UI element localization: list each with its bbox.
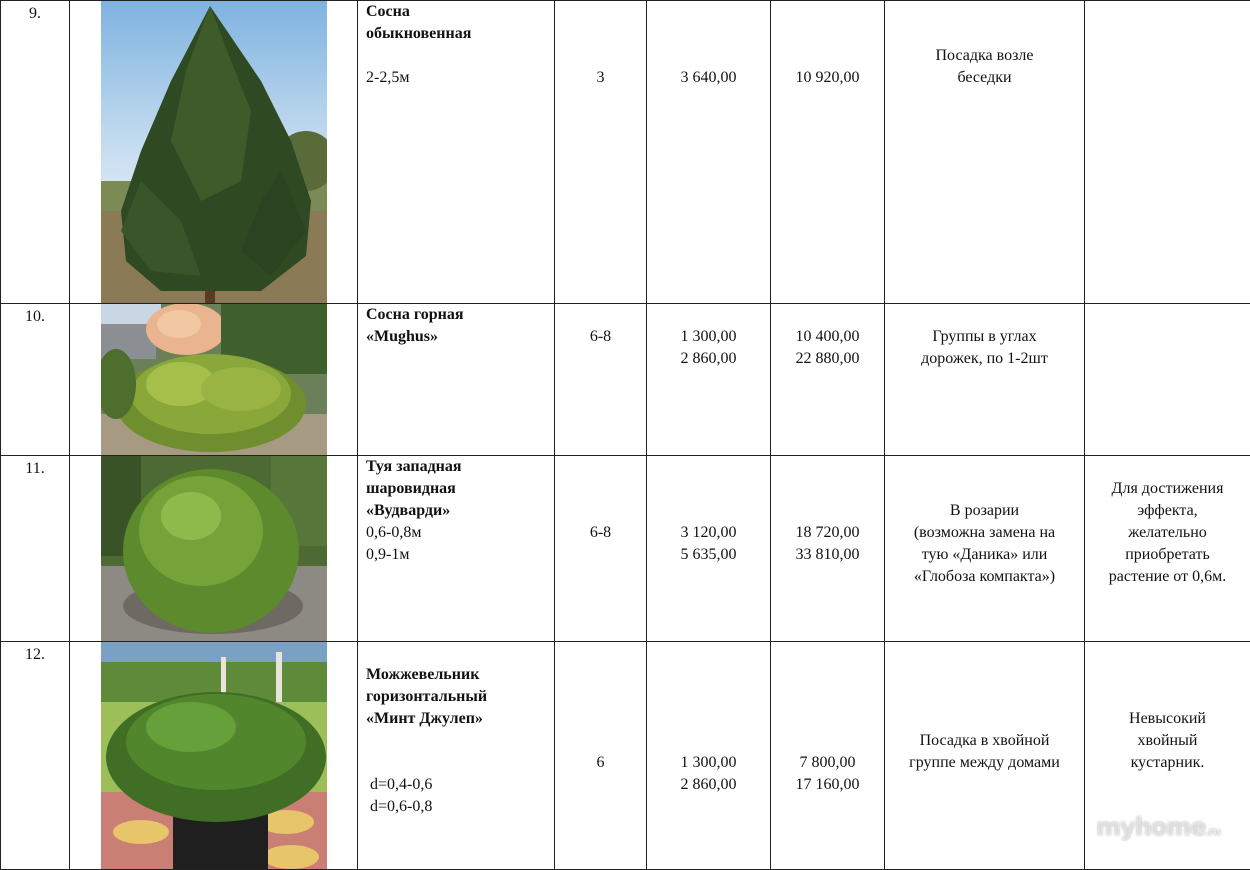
price-cell [647,642,771,870]
qty-cell [555,642,647,870]
total-cell [771,642,885,870]
plant-size: 0,6-0,8м 0,9-1м [366,522,554,566]
placement-cell [885,304,1085,456]
unit-price: 1 300,00 2 860,00 [647,326,770,370]
row-number: 12. [1,642,70,870]
photo-cell [70,456,358,642]
quantity: 6-8 [555,522,646,544]
row-number: 10. [1,304,70,456]
price-cell [647,456,771,642]
photo-cell [70,642,358,870]
total-cell [771,304,885,456]
name-cell [358,1,555,304]
table-row [1,642,1250,870]
plant-name: Сосна обыкновенная [366,1,554,45]
total-cell [771,456,885,642]
total-cell [771,1,885,304]
plant-size: 2-2,5м [366,67,554,89]
plant-name: Туя западная шаровидная «Вудварди» [366,456,554,522]
row-number: 11. [1,456,70,642]
unit-price: 3 640,00 [647,67,770,89]
total-price: 18 720,00 33 810,00 [771,522,884,566]
total-price: 7 800,00 17 160,00 [771,752,884,796]
total-price: 10 400,00 22 880,00 [771,326,884,370]
plant-size: d=0,4-0,6 d=0,6-0,8 [366,774,554,818]
site-watermark: myhome.ru [1096,813,1220,841]
qty-cell [555,304,647,456]
note-text: Для достижения эффекта, желательно приобретать растение от 0,6м. [1085,478,1250,588]
name-cell [358,304,555,456]
note-cell [1085,304,1250,456]
quantity: 3 [555,67,646,89]
note-cell [1085,1,1250,304]
table-row [1,304,1250,456]
qty-cell [555,456,647,642]
placement-text: В розарии (возможна замена на тую «Даника» или «Глобоза компакта») [885,500,1084,588]
unit-price: 1 300,00 2 860,00 [647,752,770,796]
photo-cell [70,1,358,304]
total-price: 10 920,00 [771,67,884,89]
photo-cell [70,304,358,456]
placement-cell [885,456,1085,642]
scots-pine-photo [101,1,327,303]
placement-cell [885,642,1085,870]
quantity: 6-8 [555,326,646,348]
price-cell [647,304,771,456]
plant-name: Можжевельник горизонтальный «Минт Джулеп» [366,664,554,730]
name-cell [358,456,555,642]
placement-cell [885,1,1085,304]
placement-text: Посадка в хвойной группе между домами [885,730,1084,774]
placement-text: Посадка возле беседки [885,45,1084,89]
name-cell [358,642,555,870]
row-number: 9. [1,1,70,304]
placement-text: Группы в углах дорожек, по 1-2шт [885,326,1084,370]
note-cell [1085,456,1250,642]
table-row [1,456,1250,642]
mountain-pine-photo [101,304,327,455]
quantity: 6 [555,752,646,774]
thuja-globe-photo [101,456,327,641]
table-row [1,1,1250,304]
price-cell [647,1,771,304]
juniper-photo [101,642,327,869]
note-text: Невысокий хвойный кустарник. [1085,708,1250,774]
plant-name: Сосна горная «Mughus» [366,304,554,348]
unit-price: 3 120,00 5 635,00 [647,522,770,566]
qty-cell [555,1,647,304]
